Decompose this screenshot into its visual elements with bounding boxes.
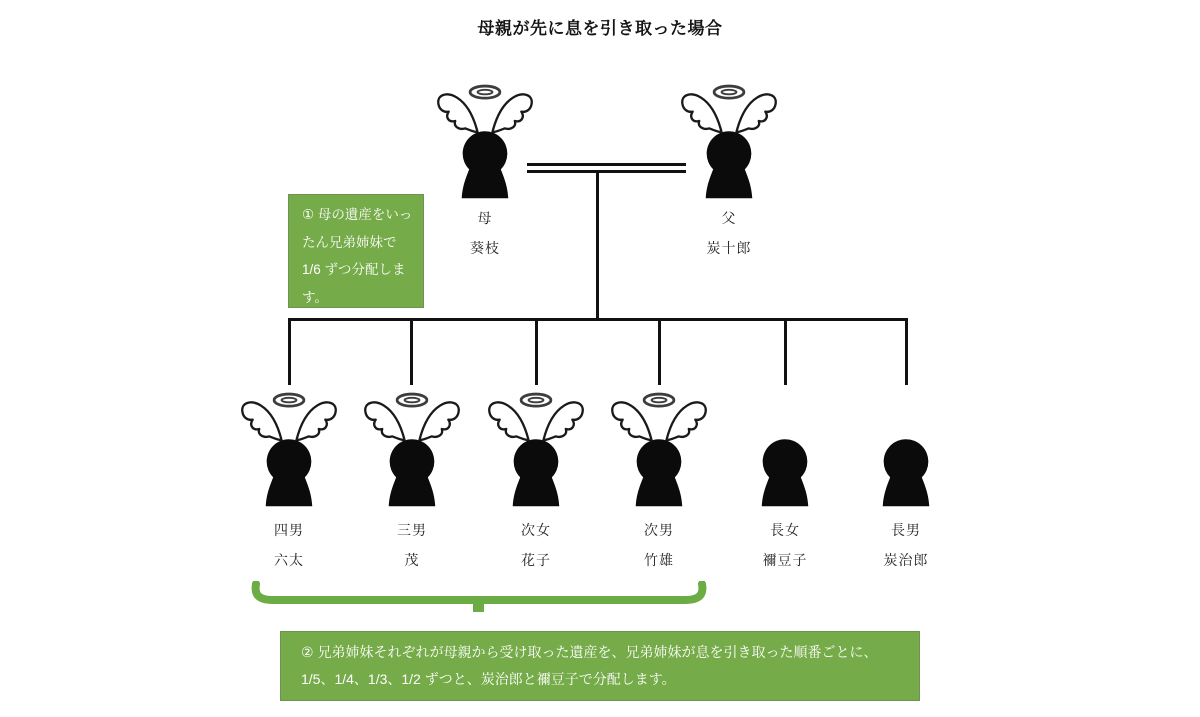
name-label: 六太 [274, 552, 304, 568]
halo-icon [274, 394, 304, 406]
person-icon [462, 131, 509, 198]
person-icon [266, 439, 313, 506]
person-icon [513, 439, 560, 506]
page-title: 母親が先に息を引き取った場合 [477, 19, 723, 38]
relation-label: 次女 [521, 522, 551, 538]
angel-wings-icon [489, 402, 583, 440]
person-icon [636, 439, 683, 506]
child-connector-line [905, 321, 908, 385]
child-connector-line [658, 321, 661, 385]
angel-wings-icon [682, 94, 776, 132]
step2-callout: ② 兄弟姉妹それぞれが母親から受け取った遺産を、兄弟姉妹が息を引き取った順番ごとに、1/5、1/4、1/3、1/2 ずつと、炭治郎と禰豆子で分配します。 [280, 631, 920, 701]
relation-label: 四男 [274, 522, 304, 538]
relation-label: 次男 [644, 522, 674, 538]
halo-icon [521, 394, 551, 406]
relation-label: 長男 [891, 522, 921, 538]
child-group [725, 388, 845, 568]
parent-mother [425, 80, 545, 256]
deceased-person-figure [480, 388, 592, 509]
name-label: 花子 [521, 552, 551, 568]
angel-wings-icon [438, 94, 532, 132]
halo-icon [644, 394, 674, 406]
step1-callout: ① 母の遺産をいったん兄弟姉妹で 1/6 ずつ分配します。 [288, 194, 424, 308]
deceased-person-figure [429, 80, 541, 201]
living-person-figure [850, 388, 962, 509]
angel-wings-icon [612, 402, 706, 440]
deceased-person-figure [603, 388, 715, 509]
halo-icon [470, 86, 500, 98]
marriage-line [527, 163, 686, 173]
halo-icon [397, 394, 427, 406]
living-person-figure [729, 388, 841, 509]
relation-label: 父 [721, 210, 737, 226]
person-icon [389, 439, 436, 506]
parent-father [669, 80, 789, 256]
angel-wings-icon [242, 402, 336, 440]
name-label: 葵枝 [470, 240, 500, 256]
child-connector-line [288, 321, 291, 385]
relation-label: 長女 [770, 522, 800, 538]
child-group [846, 388, 966, 568]
name-label: 禰豆子 [762, 552, 808, 568]
child-group [599, 388, 719, 568]
name-label: 茂 [404, 552, 420, 568]
name-label: 炭治郎 [883, 552, 929, 568]
relation-label: 三男 [397, 522, 427, 538]
deceased-person-figure [233, 388, 345, 509]
person-icon [762, 439, 809, 506]
halo-icon [714, 86, 744, 98]
child-group [229, 388, 349, 568]
sibling-line [288, 318, 908, 321]
child-group [352, 388, 472, 568]
parent-descent-line [596, 170, 599, 321]
child-group [476, 388, 596, 568]
sibling-bracket [251, 581, 707, 615]
person-icon [706, 131, 753, 198]
child-connector-line [410, 321, 413, 385]
deceased-person-figure [356, 388, 468, 509]
relation-label: 母 [477, 210, 493, 226]
angel-wings-icon [365, 402, 459, 440]
deceased-person-figure [673, 80, 785, 201]
name-label: 竹雄 [644, 552, 674, 568]
name-label: 炭十郎 [706, 240, 752, 256]
child-connector-line [784, 321, 787, 385]
child-connector-line [535, 321, 538, 385]
person-icon [883, 439, 930, 506]
